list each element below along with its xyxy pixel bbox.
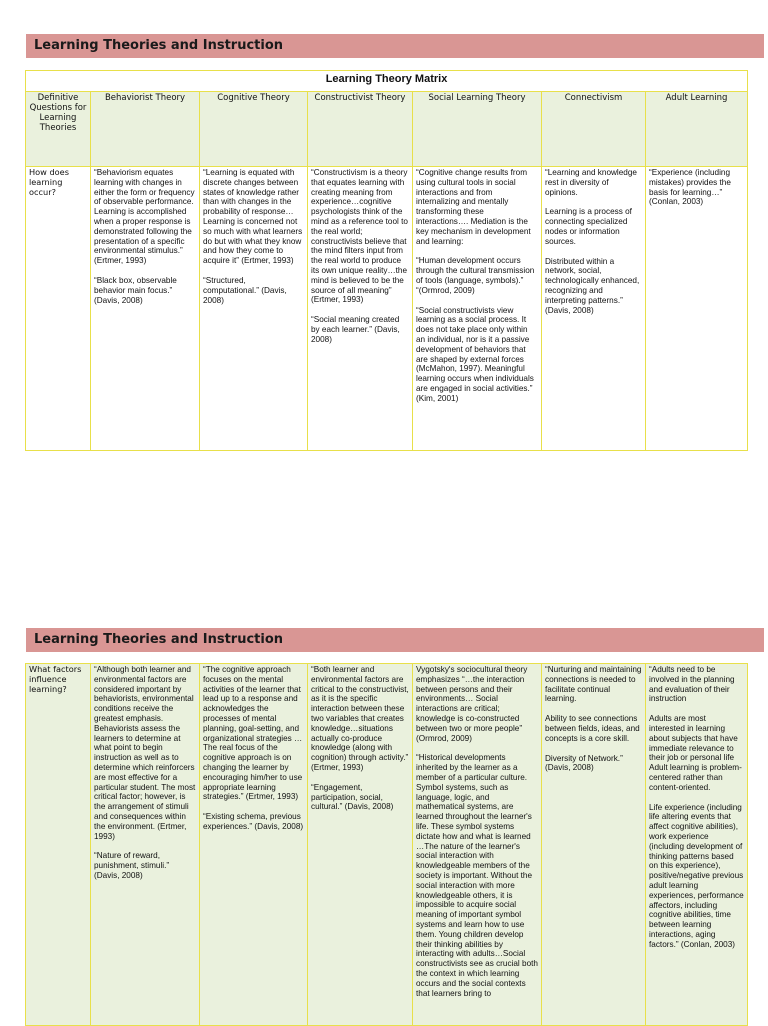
cell-paragraph: Diversity of Network.” (Davis, 2008) xyxy=(545,753,623,773)
page-banner: Learning Theories and Instruction xyxy=(26,628,764,652)
cell-paragraph: “Nurturing and maintaining connections is needed to facilitate continual learning. xyxy=(545,665,642,704)
header-social-learning: Social Learning Theory xyxy=(413,92,542,167)
cell-paragraph: Vygotsky's sociocultural theory emphasizes “…the interaction between persons and their environments… Social interactions are critical; knowledge is co-constructed between two or more people” (Ormrod, 2009) xyxy=(416,665,528,743)
social-learning-cell xyxy=(413,167,542,451)
cell-paragraph: Distributed within a network, social, technologically enhanced, recognizing and interpreting patterns.” (Davis, 2008) xyxy=(545,256,640,315)
social-learning-cell xyxy=(413,664,542,1026)
question-cell: What factors influence learning? xyxy=(26,664,91,1026)
cell-paragraph: “Social meaning created by each learner.” (Davis, 2008) xyxy=(311,315,400,344)
cell-paragraph: “Historical developments inherited by the learner as a member of a particular culture. Symbol systems, such as language, logic, and mathematical systems, are learned throughout the learner's life. These symbol systems dictate how and what is learned …The nature of the learner's social interaction with knowledgeable members of the society is important. Without the social interaction with more knowledgeable others, it is impossible to acquire social meaning of important symbol systems and learn how to use them. Young children develop their thinking abilities by interacting with adults…Social constructivists see as crucial both the context in which learning occurs and the social contexts that learners bring to xyxy=(416,753,538,998)
header-adult-learning: Adult Learning xyxy=(646,92,748,167)
cell-paragraph: “Learning is equated with discrete changes between states of knowledge rather than with changes in the probability of response… Learning is concerned not so much with what learners do but with what they know and how they come to acquire it” (Ertmer, 1993) xyxy=(203,168,303,266)
cognitive-cell xyxy=(200,167,308,451)
constructivist-cell xyxy=(308,167,413,451)
cell-paragraph: “Structured, computational.” (Davis, 2008) xyxy=(203,275,287,305)
cell-paragraph: “Nature of reward, punishment, stimuli.” (Davis, 2008) xyxy=(94,851,170,880)
cell-paragraph: “Constructivism is a theory that equates learning with creating meaning from experience…cognitive psychologists think of the mind as a reference tool to the real world; constructivists believe that the mind filters input from the real world to produce its own unique reality…the mind is believed to be the source of all meaning” (Ertmer, 1993) xyxy=(311,168,408,305)
matrix-title: Learning Theory Matrix xyxy=(26,71,748,92)
header-behaviorist: Behaviorist Theory xyxy=(91,92,200,167)
cell-paragraph: Adults are most interested in learning about subjects that have immediate relevance to their job or personal life Adult learning is problem-centered rather than content-oriented. xyxy=(649,714,742,792)
constructivist-cell xyxy=(308,664,413,1026)
cell-paragraph: “Learning and knowledge rest in diversity of opinions. xyxy=(545,168,637,197)
cell-paragraph: Learning is a process of connecting specialized nodes or information sources. xyxy=(545,207,632,246)
header-connectivism: Connectivism xyxy=(542,92,646,167)
header-cognitive: Cognitive Theory xyxy=(200,92,308,167)
header-constructivist: Constructivist Theory xyxy=(308,92,413,167)
cognitive-cell xyxy=(200,664,308,1026)
cell-paragraph: Life experience (including life altering events that affect cognitive abilities), work experience (including development of thinking patterns based on this experience), positive/negative previous adult learning experiences, performance affectors, including cognitive abilities, time between learning interactions, aging factors.” (Conlan, 2003) xyxy=(649,802,744,949)
learning-theory-matrix xyxy=(25,70,748,451)
cell-paragraph: “Engagement, participation, social, cultural.” (Davis, 2008) xyxy=(311,782,394,812)
cell-paragraph: “Social constructivists view learning as a social process. It does not take place only within an individual, nor is it a passive development of behaviors that are shaped by external forces (McMahon, 1997). Meaningful learning occurs when individuals are engaged in social activities.” (Kim, 2001) xyxy=(416,305,534,403)
adult-learning-cell xyxy=(646,167,748,451)
header-definitive-questions: Definitive Questions for Learning Theories xyxy=(26,92,91,167)
connectivism-cell xyxy=(542,167,646,451)
connectivism-cell xyxy=(542,664,646,1026)
cell-paragraph: “Existing schema, previous experiences.” (Davis, 2008) xyxy=(203,812,304,831)
cell-paragraph: “Cognitive change results from using cultural tools in social interactions and from internalizing and mentally transforming these interactions…. Mediation is the key mechanism in development and learning: xyxy=(416,168,531,246)
cell-paragraph: “Black box, observable behavior main focus.” (Davis, 2008) xyxy=(94,275,177,305)
cell-paragraph: “Both learner and environmental factors are critical to the constructivist, as it is the specific interaction between these two variables that creates knowledge…situations actually co-produce knowledge (along with cognition) through activity.” (Ertmer, 1993) xyxy=(311,665,409,772)
behaviorist-cell xyxy=(91,664,200,1026)
page-banner: Learning Theories and Instruction xyxy=(26,34,764,58)
question-cell: How does learning occur? xyxy=(26,167,91,451)
learning-theory-matrix-continued xyxy=(25,663,748,1026)
adult-learning-cell xyxy=(646,664,748,1026)
cell-paragraph: Ability to see connections between fields, ideas, and concepts is a core skill. xyxy=(545,714,640,743)
behaviorist-cell xyxy=(91,167,200,451)
cell-paragraph: “Although both learner and environmental factors are considered important by behaviorists, environmental conditions receive the greatest emphasis. Behaviorists assess the learners to determine at what point to begin instruction as well as to determine which reinforcers are most effective for a particular student. The most critical factor; however, is the arrangement of stimuli and consequences within the environment. (Ertmer, 1993) xyxy=(94,665,196,841)
cell-paragraph: “The cognitive approach focuses on the mental activities of the learner that lead up to a response and acknowledges the processes of mental planning, goal-setting, and organizational strategies …The real focus of the cognitive approach is on changing the learner by encouraging him/her to use appropriate learning strategies.” (Ertmer, 1993) xyxy=(203,665,303,802)
cell-paragraph: “Experience (including mistakes) provides the basis for learning…” (Conlan, 2003) xyxy=(649,168,731,207)
cell-paragraph: “Adults need to be involved in the planning and evaluation of their instruction xyxy=(649,665,735,704)
cell-paragraph: “Human development occurs through the cultural transmission of tools (language, symbols).” “(Ormrod, 2009) xyxy=(416,256,535,295)
cell-paragraph: “Behaviorism equates learning with changes in either the form or frequency of observable performance. Learning is accomplished when a proper response is demonstrated following the presentation of a specific environmental stimulus.” (Ertmer, 1993) xyxy=(94,168,195,266)
